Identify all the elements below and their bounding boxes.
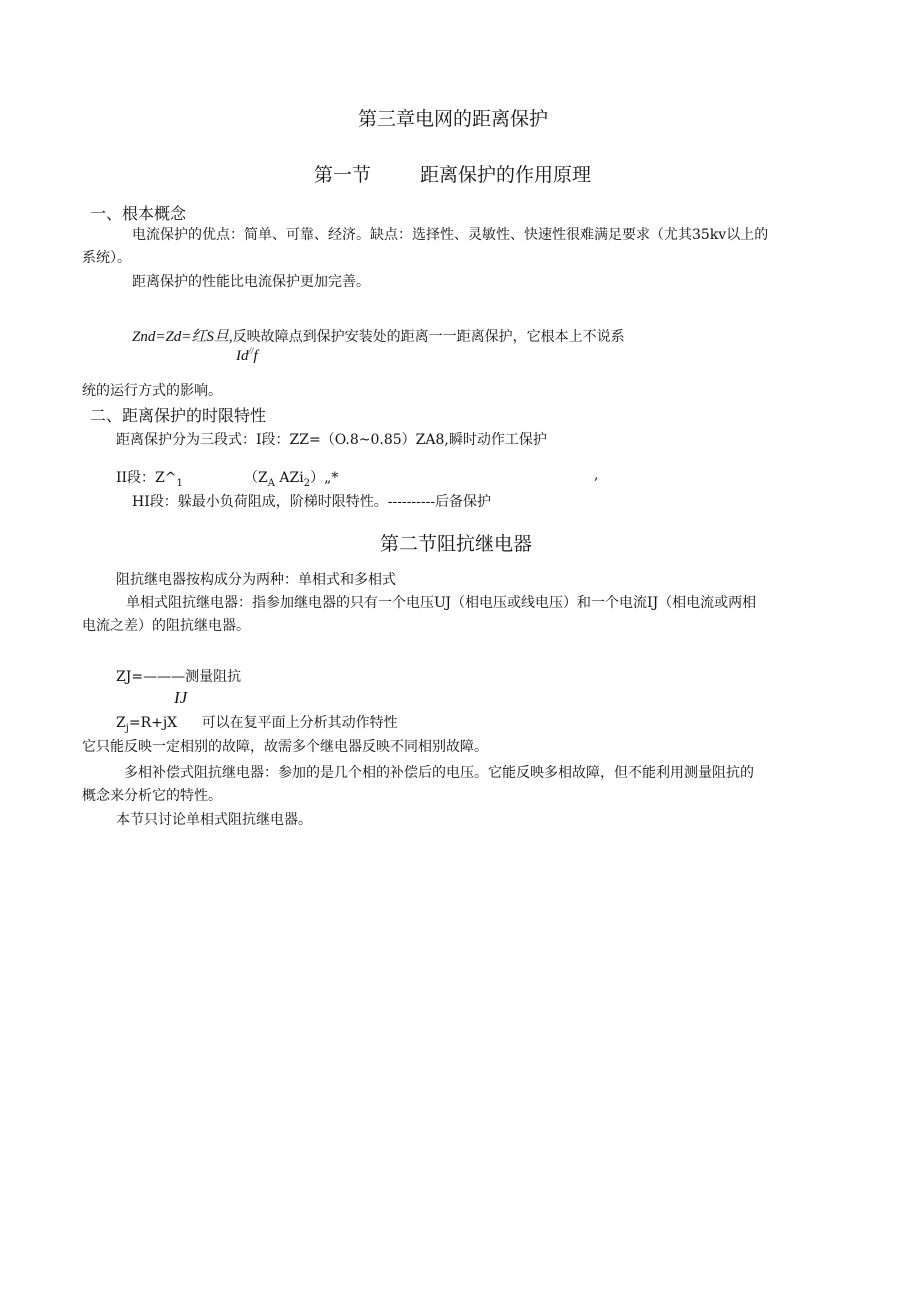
paragraph-stage-three: HI段：躲最小负荷阻成，阶梯时限特性。----------后备保护 — [132, 494, 492, 510]
section1-title: 距离保护的作用原理 — [420, 164, 592, 186]
paragraph-single-phase-line2: 电流之差）的阻抗继电器。 — [82, 618, 250, 634]
heading-time-characteristics: 二、距离保护的时限特性 — [90, 406, 267, 425]
paragraph-operation-mode: 统的运行方式的影响。 — [82, 383, 222, 399]
section1-label: 第一节 — [314, 164, 372, 186]
formula-line — [132, 325, 625, 346]
heading-basic-concepts: 一、根本概念 — [90, 204, 187, 223]
paragraph-single-phase-line1: 单相式阻抗继电器：指参加继电器的只有一个电压UJ（相电压或线电压）和一个电流IJ（相电流或两相 — [126, 595, 757, 611]
paragraph-multiphase-line2: 概念来分析它的特性。 — [82, 788, 222, 804]
section2-title: 第二节阻抗继电器 — [380, 533, 533, 555]
formula-znd: Znd=Zd=红S旦, — [132, 329, 233, 345]
paragraph-current-protection-line1: 电流保护的优点：简单、可靠、经济。缺点：选择性、灵敏性、快速性很难满足要求（尤其35kv以上的 — [132, 227, 769, 243]
formula-denominator: Id//f — [236, 346, 258, 364]
paragraph-three-stage: 距离保护分为三段式：I段：ZZ=（O.8~0.85）ZA8,瞬时动作工保护 — [116, 432, 547, 448]
paragraph-relay-types: 阻抗继电器按构成分为两种：单相式和多相式 — [116, 572, 396, 588]
formula-zj: ZJ=———测量阻抗 — [116, 669, 242, 685]
formula-description: 反映故障点到保护安装处的距离一一距离保护，它根本上不说系 — [232, 329, 625, 345]
paragraph-multiphase-line1: 多相补偿式阻抗继电器：参加的是几个相的补偿后的电压。它能反映多相故障，但不能利用测量阻抗的 — [124, 765, 754, 781]
formula-zj-denominator: IJ — [174, 688, 188, 707]
paragraph-distance-protection: 距离保护的性能比电流保护更加完善。 — [132, 274, 370, 290]
chapter-title: 第三章电网的距离保护 — [358, 108, 549, 130]
paragraph-phase-fault: 它只能反映一定相别的故障，故需多个继电器反映不同相别故障。 — [82, 739, 488, 755]
paragraph-scope: 本节只讨论单相式阻抗继电器。 — [116, 812, 312, 828]
formula-zj-complex: $Z_j=R+jX$ 可以在复平面上分析其动作特性 — [116, 715, 398, 734]
paragraph-current-protection-line2: 系统）。 — [82, 250, 131, 266]
paragraph-stage-two: II段：$Z\^{}_1$ （$Z_A$ AZi$_2$）„* , — [116, 467, 599, 489]
